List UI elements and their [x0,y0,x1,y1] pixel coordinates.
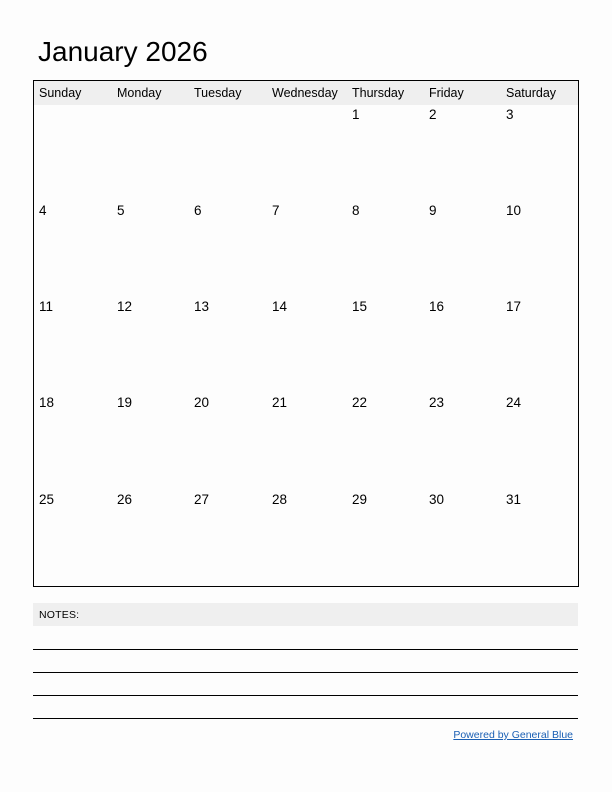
day-cell: 2 [429,107,437,122]
notes-header [33,603,578,626]
weekday-friday: Friday [429,86,464,100]
note-line [33,718,578,719]
day-cell: 16 [429,299,445,314]
day-cell: 23 [429,395,445,410]
day-cell: 28 [272,492,288,507]
note-line [33,649,578,650]
day-cell: 8 [352,203,360,218]
weekday-sunday: Sunday [39,86,82,100]
day-cell: 13 [194,299,210,314]
weekday-tuesday: Tuesday [194,86,242,100]
day-cell: 17 [506,299,522,314]
day-cell: 10 [506,203,522,218]
day-cell: 18 [39,395,55,410]
day-cell: 29 [352,492,368,507]
day-cell: 11 [39,299,54,314]
day-cell: 27 [194,492,210,507]
note-line [33,672,578,673]
day-cell: 7 [272,203,280,218]
day-cell: 1 [352,107,360,122]
day-cell: 3 [506,107,514,122]
weekday-header [34,81,578,105]
notes-label: NOTES: [39,609,80,621]
calendar-grid [33,80,579,587]
day-cell: 24 [506,395,522,410]
day-cell: 26 [117,492,133,507]
day-cell: 30 [429,492,445,507]
day-cell: 6 [194,203,202,218]
day-cell: 25 [39,492,55,507]
day-cell: 31 [506,492,522,507]
weekday-monday: Monday [117,86,162,100]
weekday-thursday: Thursday [352,86,405,100]
day-cell: 14 [272,299,288,314]
day-cell: 21 [272,395,288,410]
day-cell: 9 [429,203,437,218]
weekday-wednesday: Wednesday [272,86,338,100]
day-cell: 20 [194,395,210,410]
page-title: January 2026 [38,36,208,67]
day-cell: 5 [117,203,125,218]
weekday-saturday: Saturday [506,86,557,100]
day-cell: 4 [39,203,47,218]
day-cell: 19 [117,395,133,410]
powered-by-link[interactable]: Powered by General Blue [453,729,573,741]
note-line [33,695,578,696]
day-cell: 22 [352,395,368,410]
day-cell: 15 [352,299,368,314]
day-cell: 12 [117,299,133,314]
